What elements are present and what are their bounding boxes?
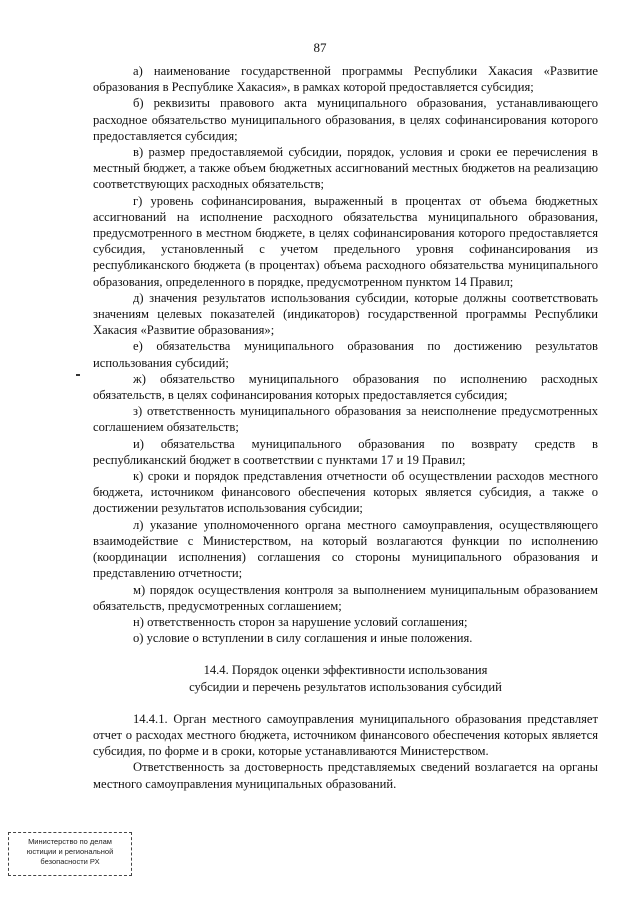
paragraph-zh: ж) обязательство муниципального образования по исполнению расходных обязательств, в целях софинансирования которых предоставляется субсидия; <box>93 371 598 403</box>
paragraph-d: д) значения результатов использования субсидии, которые должны соответствовать значениям целевых показателей (индикаторов) государственной программы Республики Хакасия «Развитие образования»; <box>93 290 598 338</box>
paragraph-v: в) размер предоставляемой субсидии, порядок, условия и сроки ее перечисления в местный бюджет, а также объем бюджетных ассигнований местных бюджетов на реализацию соответствующих расходных обязательств; <box>93 145 598 192</box>
section-heading-line2: субсидии и перечень результатов использования субсидий <box>189 679 502 694</box>
paragraph-a: а) наименование государственной программы Республики Хакасия «Развитие образования в Республике Хакасия», в рамках которой предоставляется субсидия; <box>93 64 598 95</box>
paragraph-14-4-1: 14.4.1. Орган местного самоуправления муниципального образования представляет отчет о расходах местного бюджета, источником финансового обеспечения которых является субсидия, по форме и в сроки, которые устанавливаются Министерством. <box>93 711 598 759</box>
paragraph-i: и) обязательства муниципального образования по возврату средств в республиканский бюджет в соответствии с пунктами 17 и 19 Правил; <box>93 436 598 467</box>
paragraph-b: б) реквизиты правового акта муниципального образования, устанавливающего расходное обязательство муниципального образования, в целях софинансирования которого предоставляется субсидия; <box>93 96 598 143</box>
paragraph-m: м) порядок осуществления контроля за выполнением муниципальным образованием обязательств, предусмотренных соглашением; <box>93 582 598 613</box>
ministry-stamp <box>8 832 132 876</box>
margin-mark <box>76 374 80 376</box>
paragraph-g: г) уровень софинансирования, выраженный в процентах от объема бюджетных ассигнований на исполнение расходного обязательства муниципального образования, предусмотренного в местном бюджете, в целях софинансирования которого предоставляется субсидия, установленный с учетом предельного уровня софинансирования из республиканского бюджета (в процентах) объема расходного обязательства муниципального образования, определенного в порядке, предусмотренном пунктом 14 Правил; <box>93 193 598 289</box>
stamp-line2: юстиции и региональной <box>26 847 114 856</box>
section-heading-line1: 14.4. Порядок оценки эффективности использования <box>203 663 488 678</box>
paragraph-n: н) ответственность сторон за нарушение условий соглашения; <box>133 614 468 629</box>
paragraph-z: з) ответственность муниципального образования за неисполнение предусмотренных соглашением обязательств; <box>93 404 598 435</box>
stamp-line1: Министерство по делам <box>28 837 112 846</box>
paragraph-responsibility: Ответственность за достоверность представляемых сведений возлагается на органы местного самоуправления муниципальных образований. <box>93 760 598 791</box>
page-number: 87 <box>313 40 327 55</box>
paragraph-l: л) указание уполномоченного органа местного самоуправления, осуществляющего взаимодействие с Министерством, на который возлагаются функции по исполнению (координации исполнения) соглашения со стороны муниципального образования и представлению отчетности; <box>93 517 598 581</box>
stamp-line3: безопасности РХ <box>40 857 100 866</box>
document-body <box>93 63 598 792</box>
paragraph-k: к) сроки и порядок представления отчетности об осуществлении расходов местного бюджета, источником финансового обеспечения которых является субсидия, а также о достижении результатов использования субсидии; <box>93 469 598 516</box>
paragraph-e: е) обязательства муниципального образования по достижению результатов использования субсидий; <box>93 339 598 370</box>
paragraph-o: о) условие о вступлении в силу соглашения и иные положения. <box>133 631 473 646</box>
section-heading <box>93 662 598 694</box>
